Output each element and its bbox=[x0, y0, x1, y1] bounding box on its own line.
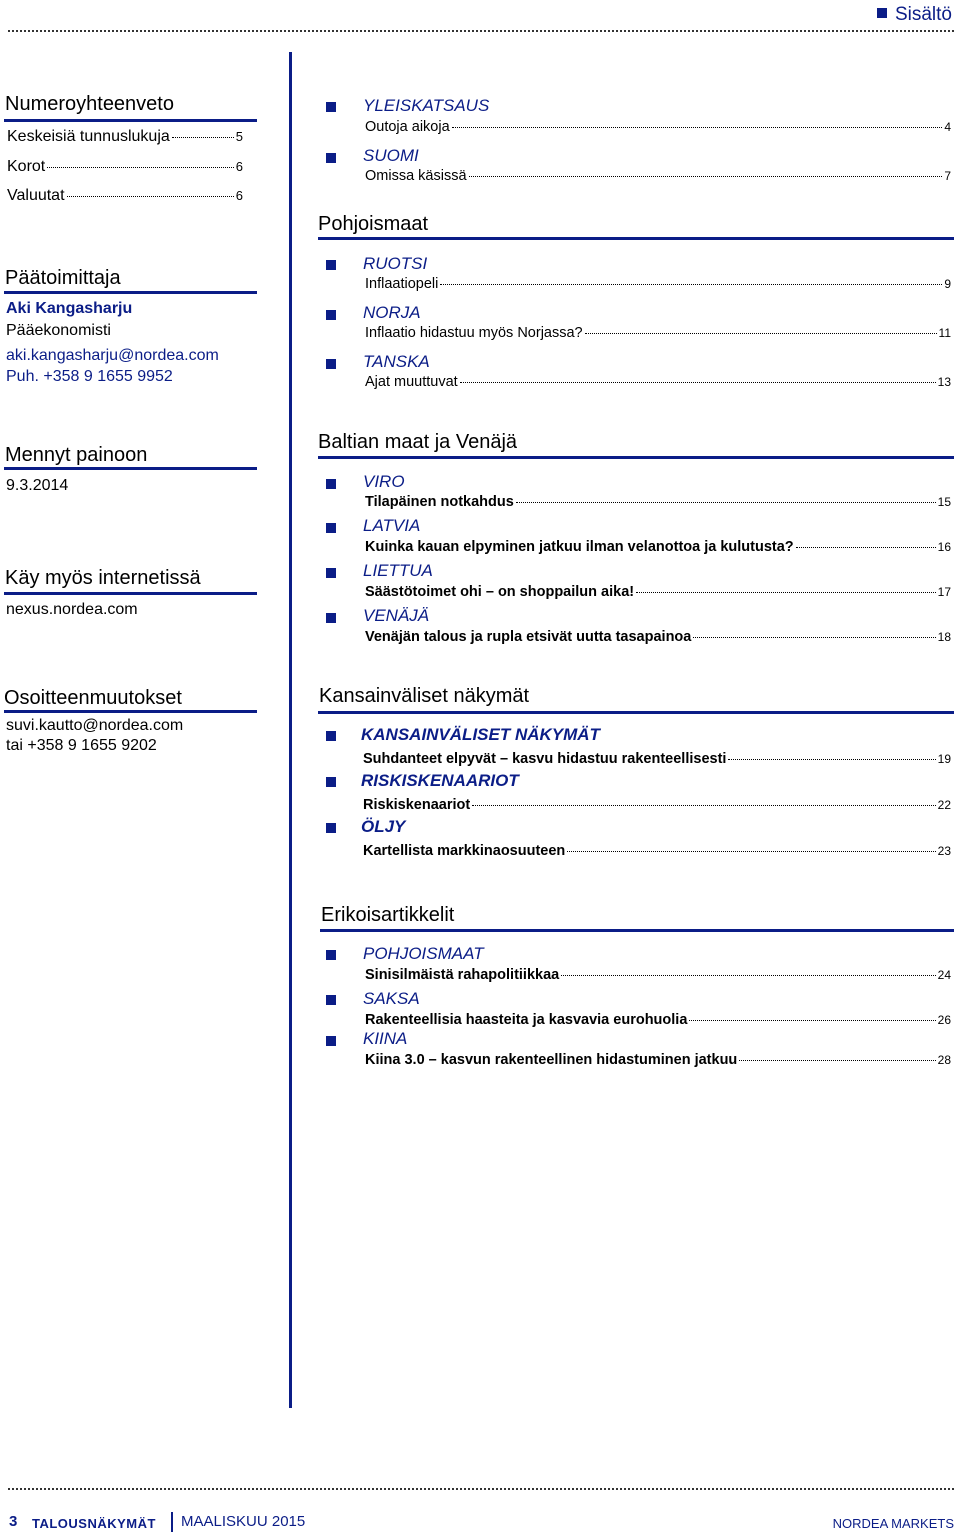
square-bullet-icon bbox=[326, 359, 336, 369]
heading-mennyt-painoon: Mennyt painoon bbox=[5, 444, 148, 466]
toc-country: VENÄJÄ bbox=[363, 606, 430, 625]
toc-entry[interactable]: Suhdanteet elpyvät – kasvu hidastuu rakenteellisesti 19 bbox=[363, 751, 951, 767]
toc-country: KANSAINVÄLISET NÄKYMÄT bbox=[361, 725, 600, 744]
section-rule bbox=[318, 711, 954, 714]
heading-internet: Käy myös internetissä bbox=[5, 567, 201, 589]
heading-paatoimittaja: Päätoimittaja bbox=[5, 267, 121, 289]
toc-entry[interactable]: Inflaatiopeli 9 bbox=[365, 276, 951, 292]
toc-country: POHJOISMAAT bbox=[363, 944, 484, 963]
issue-date: MAALISKUU 2015 bbox=[181, 1513, 306, 1530]
heading-osoitteenmuutokset: Osoitteenmuutokset bbox=[4, 687, 182, 709]
heading-rule bbox=[4, 119, 257, 122]
editor-name: Aki Kangasharju bbox=[6, 300, 133, 317]
section-heading-baltia: Baltian maat ja Venäjä bbox=[318, 431, 518, 453]
toc-entry[interactable]: Tilapäinen notkahdus 15 bbox=[365, 494, 951, 510]
section-rule bbox=[320, 929, 954, 932]
toc-left-item[interactable]: Korot 6 bbox=[7, 158, 243, 175]
heading-rule bbox=[4, 710, 257, 713]
section-rule bbox=[318, 237, 954, 240]
square-bullet-icon bbox=[326, 523, 336, 533]
square-bullet-icon bbox=[326, 153, 336, 163]
heading-rule bbox=[4, 592, 257, 595]
toc-country: NORJA bbox=[363, 303, 421, 322]
editor-role: Pääekonomisti bbox=[6, 322, 111, 339]
toc-left-item[interactable]: Keskeisiä tunnuslukuja 5 bbox=[7, 128, 243, 145]
footer-divider bbox=[8, 1488, 954, 1490]
toc-country: SUOMI bbox=[363, 146, 419, 165]
heading-rule bbox=[4, 291, 257, 294]
heading-rule bbox=[4, 467, 257, 470]
toc-entry[interactable]: Outoja aikoja 4 bbox=[365, 119, 951, 135]
square-bullet-icon bbox=[326, 777, 336, 787]
square-bullet-icon bbox=[326, 102, 336, 112]
toc-entry[interactable]: Kiina 3.0 – kasvun rakenteellinen hidastuminen jatkuu 28 bbox=[365, 1052, 951, 1068]
section-heading-erikoisartikkelit: Erikoisartikkelit bbox=[321, 904, 455, 926]
page-title bbox=[877, 4, 952, 26]
toc-country: RUOTSI bbox=[363, 254, 428, 273]
section-heading-pohjoismaat: Pohjoismaat bbox=[318, 213, 429, 235]
heading-numeroyhteenveto: Numeroyhteenveto bbox=[5, 93, 174, 115]
square-bullet-icon bbox=[326, 613, 336, 623]
square-bullet-icon bbox=[326, 310, 336, 320]
toc-entry[interactable]: Rakenteellisia haasteita ja kasvavia eurohuolia 26 bbox=[365, 1012, 951, 1028]
toc-country: SAKSA bbox=[363, 989, 420, 1008]
editor-phone: Puh. +358 9 1655 9952 bbox=[6, 368, 173, 385]
toc-entry[interactable]: Inflaatio hidastuu myös Norjassa? 11 bbox=[365, 325, 951, 341]
toc-entry[interactable]: Omissa käsissä 7 bbox=[365, 168, 951, 184]
website-link[interactable]: nexus.nordea.com bbox=[6, 601, 138, 618]
toc-entry[interactable]: Venäjän talous ja rupla etsivät uutta tasapainoa 18 bbox=[365, 629, 951, 645]
square-bullet-icon bbox=[326, 950, 336, 960]
toc-entry[interactable]: Kuinka kauan elpyminen jatkuu ilman velanottoa ja kulutusta? 16 bbox=[365, 539, 951, 555]
editor-email-link[interactable]: aki.kangasharju@nordea.com bbox=[6, 347, 219, 364]
square-bullet-icon bbox=[326, 731, 336, 741]
address-email-link[interactable]: suvi.kautto@nordea.com bbox=[6, 717, 184, 734]
address-phone: tai +358 9 1655 9202 bbox=[6, 737, 157, 754]
toc-entry[interactable]: Riskiskenaariot 22 bbox=[363, 797, 951, 813]
square-bullet-icon bbox=[877, 8, 887, 18]
column-divider bbox=[289, 52, 292, 1408]
square-bullet-icon bbox=[326, 823, 336, 833]
header-title-text: Sisältö bbox=[894, 4, 952, 25]
brand-name: NORDEA MARKETS bbox=[832, 1516, 954, 1531]
toc-country: LATVIA bbox=[363, 516, 421, 535]
toc-left-item[interactable]: Valuutat 6 bbox=[7, 187, 243, 204]
toc-country: LIETTUA bbox=[363, 561, 433, 580]
press-date: 9.3.2014 bbox=[6, 477, 69, 494]
square-bullet-icon bbox=[326, 479, 336, 489]
page-number: 3 bbox=[9, 1513, 18, 1530]
header-divider bbox=[8, 30, 954, 32]
toc-entry[interactable]: Sinisilmäistä rahapolitiikkaa 24 bbox=[365, 967, 951, 983]
toc-country: KIINA bbox=[363, 1029, 408, 1048]
section-rule bbox=[318, 456, 954, 459]
toc-entry[interactable]: Kartellista markkinaosuuteen 23 bbox=[363, 843, 951, 859]
square-bullet-icon bbox=[326, 1036, 336, 1046]
section-heading-kansainvaliset: Kansainväliset näkymät bbox=[319, 685, 530, 707]
toc-country: RISKISKENAARIOT bbox=[361, 771, 519, 790]
square-bullet-icon bbox=[326, 568, 336, 578]
toc-country: YLEISKATSAUS bbox=[363, 96, 490, 115]
toc-entry[interactable]: Ajat muuttuvat 13 bbox=[365, 374, 951, 390]
toc-country: ÖLJY bbox=[361, 817, 406, 836]
square-bullet-icon bbox=[326, 995, 336, 1005]
toc-country: TANSKA bbox=[363, 352, 430, 371]
publication-name: TALOUSNÄKYMÄT bbox=[32, 1516, 156, 1531]
toc-country: VIRO bbox=[363, 472, 405, 491]
footer-separator bbox=[171, 1512, 173, 1532]
toc-entry[interactable]: Säästötoimet ohi – on shoppailun aika! 17 bbox=[365, 584, 951, 600]
square-bullet-icon bbox=[326, 260, 336, 270]
